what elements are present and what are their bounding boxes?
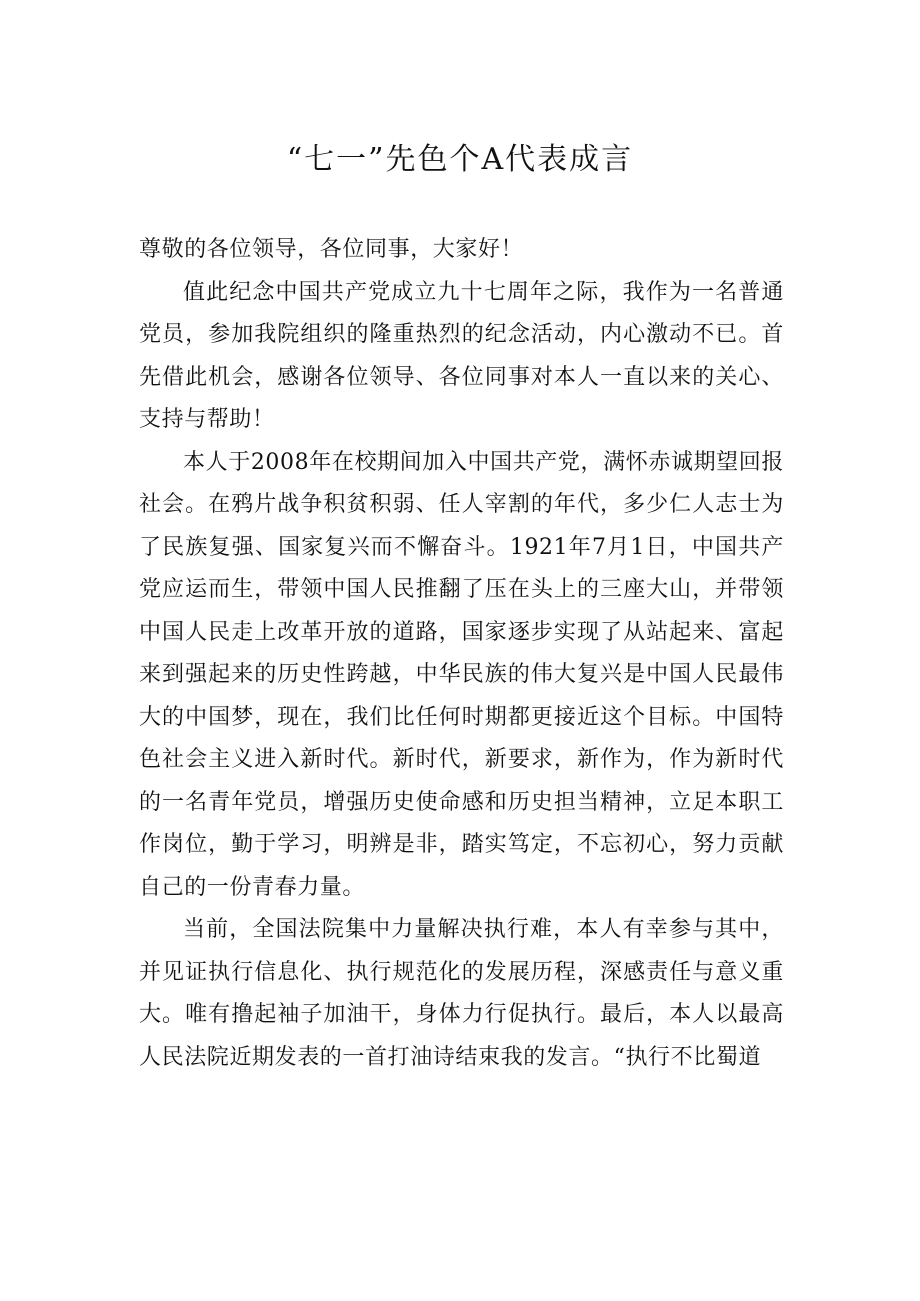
document-body <box>139 229 784 1079</box>
paragraph-1: 值此纪念中国共产党成立九十七周年之际，我作为一名普通党员，参加我院组织的隆重热烈的纪念活动，内心激动不已。首先借此机会，感谢各位领导、各位同事对本人一直以来的关心、支持与帮助！ <box>139 279 784 432</box>
document-title: “七一”先色个A代表成言 <box>286 142 634 177</box>
paragraph-2: 本人于2008年在校期间加入中国共产党，满怀赤诚期望回报社会。在鸦片战争积贫积弱、任人宰割的年代，多少仁人志士为了民族复强、国家复兴而不懈奋斗。1921年7月1日，中国共产党应运而生，带领中国人民推翻了压在头上的三座大山，并带领中国人民走上改革开放的道路，国家逐步实现了从站起来、富起来到强起来的历史性跨越，中华民族的伟大复兴是中国人民最伟大的中国梦，现在，我们比任何时期都更接近这个目标。中国特色社会主义进入新时代。新时代，新要求，新作为，作为新时代的一名青年党员，增强历史使命感和历史担当精神，立足本职工作岗位，勤于学习，明辨是非，踏实笃定，不忘初心，努力贡献自己的一份青春力量。 <box>139 449 784 900</box>
paragraph-3: 当前，全国法院集中力量解决执行难，本人有幸参与其中，并见证执行信息化、执行规范化的发展历程，深感责任与意义重大。唯有撸起袖子加油干，身体力行促执行。最后，本人以最高人民法院近期发表的一首打油诗结束我的发言。“执行不比蜀道 <box>139 917 784 1070</box>
salutation: 尊敬的各位领导，各位同事，大家好！ <box>139 237 524 262</box>
